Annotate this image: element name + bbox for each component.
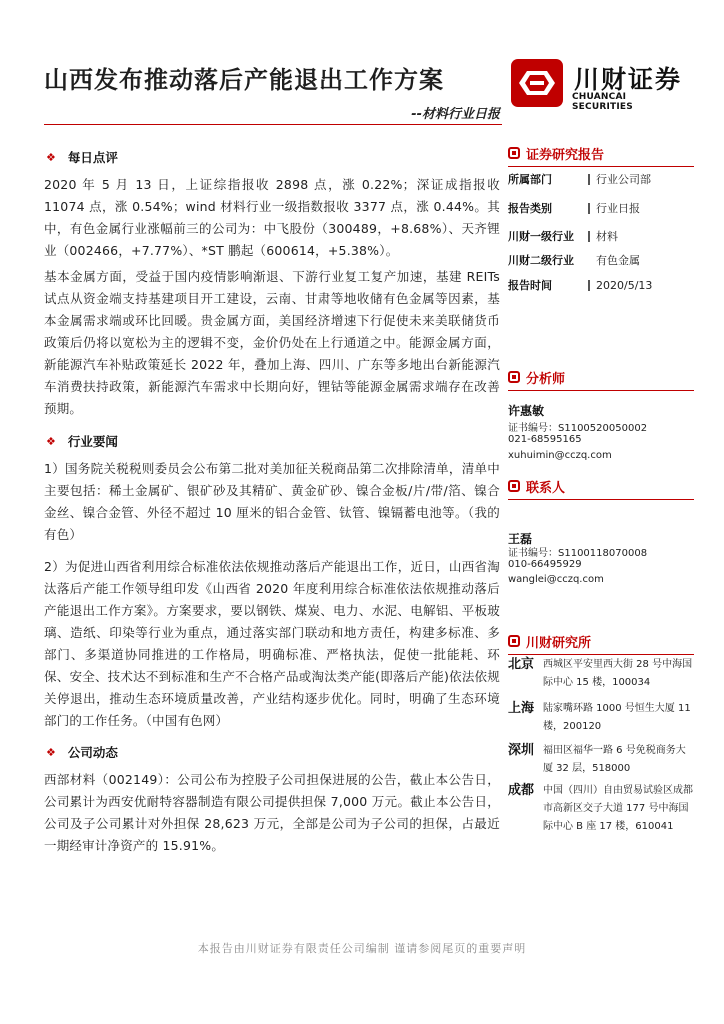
sidebar-heading-contact: [508, 473, 694, 500]
news-paragraph-2: 2）为促进山西省利用综合标准依法依规推动落后产能退出工作，近日，山西省淘汰落后产能工作领导组印发《山西省 2020 年度利用综合标准依法依规推动落后产能退出工作方案》。方案要求，要以钢铁、煤炭、电力、水泥、电解铝、平板玻璃、造纸、印染等行业为重点，通过落实部门联动和地方责任，构建多标准、多部门、多渠道协同推进的工作格局，明确标准、严格执法，促使一批能耗、环保、安全、技术达不到标准和生产不合格产品或淘汰类产能(即落后产能)依法依规关停退出，推动生态环境质量改善，产业结构逐步优化。同时，明确了生态环境部门的工作任务。（中国有色网）: [44, 559, 500, 728]
info-key: 所属部门: [508, 173, 552, 186]
info-value: 有色金属: [596, 254, 640, 267]
info-row-report-type: [508, 197, 694, 219]
report-title: 山西发布推动落后产能退出工作方案: [44, 65, 444, 94]
logo-name: 川财证券: [574, 65, 683, 94]
analyst-icon: [508, 371, 520, 383]
institute-icon: [508, 635, 520, 647]
news-paragraph-1: 1）国务院关税税则委员会公布第二批对美加征关税商品第二次排除清单，清单中主要包括：稀土金属矿、银矿砂及其精矿、黄金矿砂、镍合金板/片/带/箔、镍合金丝、镍合金管、外径不超过 10 厘米的铝合金管、钛管、镍镉蓄电池等。（我的有色）: [44, 461, 500, 542]
info-row-level1-industry: [508, 225, 694, 247]
section-heading-company: [44, 742, 500, 762]
contact-name: 王磊: [508, 532, 533, 546]
info-value: 行业日报: [596, 202, 640, 215]
diamond-bullet-icon: ❖: [46, 434, 56, 448]
chuancai-logo-icon: [510, 58, 566, 110]
sidebar-heading-report: [508, 140, 694, 167]
info-row-department: [508, 168, 694, 190]
info-value: 材料: [596, 230, 618, 243]
office-city: 北京: [508, 657, 535, 672]
analyst-name: 许惠敏: [508, 404, 545, 418]
analyst-cert: 证书编号：S1100520050002: [508, 423, 648, 434]
company-logo: [510, 58, 690, 110]
analyst-phone: 021-68595165: [508, 434, 582, 445]
info-row-report-date: [508, 274, 694, 296]
info-key: 报告类别: [508, 202, 552, 215]
section-heading-text: 每日点评: [67, 150, 118, 165]
info-key: 川财一级行业: [508, 230, 574, 243]
report-icon: [508, 147, 520, 159]
logo-english-name: CHUANCAI SECURITIES: [572, 92, 633, 112]
sidebar-heading-text: 川财研究所: [526, 635, 592, 651]
sidebar-heading-institute: [508, 628, 694, 655]
info-key: 川财二级行业: [508, 254, 574, 267]
office-address: 陆家嘴环路 1000 号恒生大厦 11 楼，200120: [543, 703, 691, 732]
company-paragraph-1: 西部材料（002149）：公司公布为控股子公司担保进展的公告，截止本公告日，公司累计为西安优耐特容器制造有限公司提供担保 7,000 万元。截止本公告日，公司及子公司累计对外担保 28,623 万元，全部是公司为子公司的担保，占最近一期经审计净资产的 15.91%。: [44, 772, 500, 853]
page-footer-disclaimer: 本报告由川财证券有限责任公司编制 谨请参阅尾页的重要声明: [197, 942, 527, 955]
office-address: 福田区福华一路 6 号免税商务大厦 32 层，518000: [543, 745, 686, 774]
diamond-bullet-icon: ❖: [46, 745, 56, 759]
section-heading-text: 公司动态: [67, 745, 118, 760]
contact-icon: [508, 480, 520, 492]
sidebar-heading-text: 分析师: [526, 371, 566, 387]
info-separator: [588, 231, 590, 242]
office-city: 深圳: [508, 743, 535, 758]
info-value: 2020/5/13: [596, 278, 653, 292]
info-separator: [588, 280, 590, 291]
info-row-level2-industry: [508, 249, 694, 271]
section-heading-daily: [44, 147, 500, 167]
title-divider: [44, 124, 502, 125]
contact-email[interactable]: wanglei@cczq.com: [508, 574, 604, 585]
office-address: 西城区平安里西大街 28 号中海国际中心 15 楼，100034: [543, 659, 693, 688]
report-subtitle: --材料行业日报: [411, 107, 500, 122]
analyst-email[interactable]: xuhuimin@cczq.com: [508, 450, 612, 461]
info-key: 报告时间: [508, 279, 552, 292]
info-separator: [588, 174, 590, 185]
office-city: 上海: [508, 701, 535, 716]
daily-paragraph-1: 2020 年 5 月 13 日，上证综指报收 2898 点，涨 0.22%；深证成指报收 11074 点，涨 0.54%；wind 材料行业一级指数报收 3377 点，涨 0.44%。其中，有色金属行业涨幅前三的公司为：中飞股份（300489，+8.68%）、天齐锂业（002466，+7.77%）、*ST 鹏起（600614，+5.38%）。: [44, 177, 500, 258]
section-heading-news: [44, 431, 500, 451]
office-address: 中国（四川）自由贸易试验区成都市高新区交子大道 177 号中海国际中心 B 座 17 楼，610041: [543, 785, 693, 832]
sidebar-heading-analyst: [508, 364, 694, 391]
contact-phone: 010-66495929: [508, 559, 582, 570]
section-heading-text: 行业要闻: [67, 434, 118, 449]
contact-cert: 证书编号：S1100118070008: [508, 548, 648, 559]
daily-paragraph-2: 基本金属方面，受益于国内疫情影响渐退、下游行业复工复产加速，基建 REITs 试点从资金端支持基建项目开工建设，云南、甘肃等地收储有色金属等因素，基本金属需求端或环比回暖。贵金属方面，美国经济增速下行促使未来美联储货币政策后仍将以宽松为主的逻辑不变，金价仍处在上行通道之中。能源金属方面，新能源汽车补贴政策延长 2022 年，叠加上海、四川、广东等多地出台新能源汽车消费扶持政策，新能源汽车需求中长期向好，锂钴等能源金属需求端存在改善预期。: [44, 269, 500, 416]
diamond-bullet-icon: ❖: [46, 150, 56, 164]
office-city: 成都: [508, 783, 535, 798]
sidebar-heading-text: 证券研究报告: [526, 147, 605, 163]
info-separator: [588, 203, 590, 214]
info-value: 行业公司部: [596, 173, 651, 186]
sidebar-heading-text: 联系人: [526, 480, 566, 496]
info-separator: [588, 255, 590, 266]
